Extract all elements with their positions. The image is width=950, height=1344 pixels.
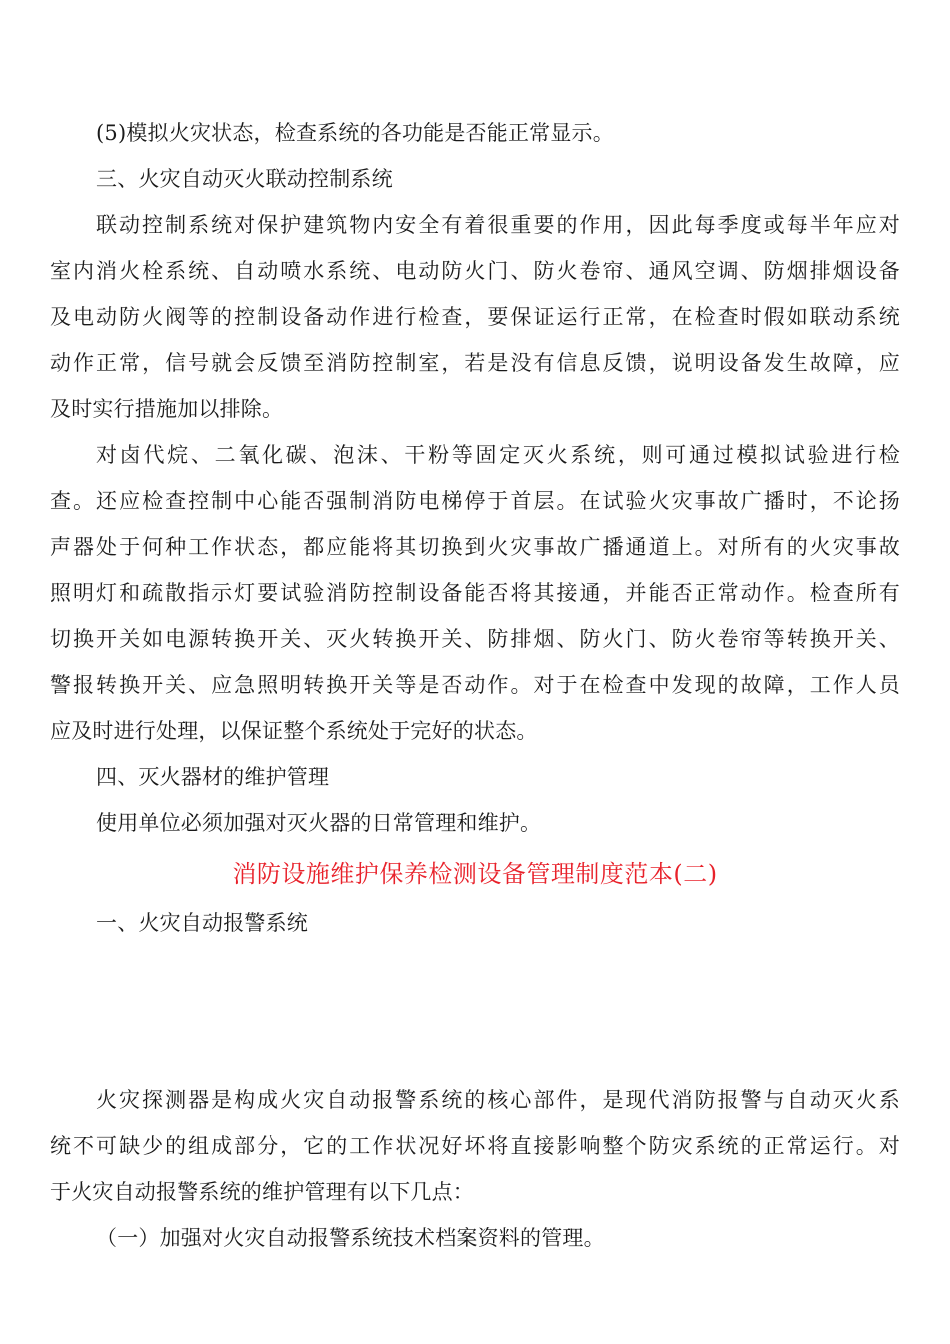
paragraph-line: 查。还应检查控制中心能否强制消防电梯停于首层。在试验火灾事故广播时，不论扬: [50, 489, 900, 513]
document-title: 消防设施维护保养检测设备管理制度范本(二): [232, 860, 718, 888]
paragraph-line: 警报转换开关、应急照明转换开关等是否动作。对于在检查中发现的故障，工作人员: [50, 673, 900, 697]
paragraph-line: 及时实行措施加以排除。: [50, 397, 284, 421]
paragraph-line: 联动控制系统对保护建筑物内安全有着很重要的作用，因此每季度或每半年应对: [96, 213, 900, 237]
list-item: （一）加强对火灾自动报警系统技术档案资料的管理。: [96, 1226, 605, 1250]
paragraph-line: 动作正常，信号就会反馈至消防控制室，若是没有信息反馈，说明设备发生故障，应: [50, 351, 900, 375]
paragraph-line: 声器处于何种工作状态，都应能将其切换到火灾事故广播通道上。对所有的火灾事故: [50, 535, 900, 559]
paragraph-line: 统不可缺少的组成部分，它的工作状况好坏将直接影响整个防灾系统的正常运行。对: [50, 1134, 900, 1158]
paragraph-line: 火灾探测器是构成火灾自动报警系统的核心部件，是现代消防报警与自动灭火系: [96, 1088, 900, 1112]
paragraph-line: 室内消火栓系统、自动喷水系统、电动防火门、防火卷帘、通风空调、防烟排烟设备: [50, 259, 900, 283]
paragraph-line: 应及时进行处理，以保证整个系统处于完好的状态。: [50, 719, 538, 743]
paragraph-line: (5)模拟火灾状态，检查系统的各功能是否能正常显示。: [96, 121, 614, 145]
section-heading: 一、火灾自动报警系统: [96, 911, 308, 935]
section-heading: 三、火灾自动灭火联动控制系统: [96, 167, 393, 191]
paragraph-line: 于火灾自动报警系统的维护管理有以下几点：: [50, 1180, 474, 1204]
paragraph-line: 及电动防火阀等的控制设备动作进行检查，要保证运行正常，在检查时假如联动系统: [50, 305, 900, 329]
section-heading: 四、灭火器材的维护管理: [96, 765, 330, 789]
paragraph-line: 切换开关如电源转换开关、灭火转换开关、防排烟、防火门、防火卷帘等转换开关、: [50, 627, 900, 651]
paragraph-line: 使用单位必须加强对灭火器的日常管理和维护。: [96, 811, 542, 835]
paragraph-line: 对卤代烷、二氧化碳、泡沫、干粉等固定灭火系统，则可通过模拟试验进行检: [96, 443, 900, 467]
paragraph-line: 照明灯和疏散指示灯要试验消防控制设备能否将其接通，并能否正常动作。检查所有: [50, 581, 900, 605]
